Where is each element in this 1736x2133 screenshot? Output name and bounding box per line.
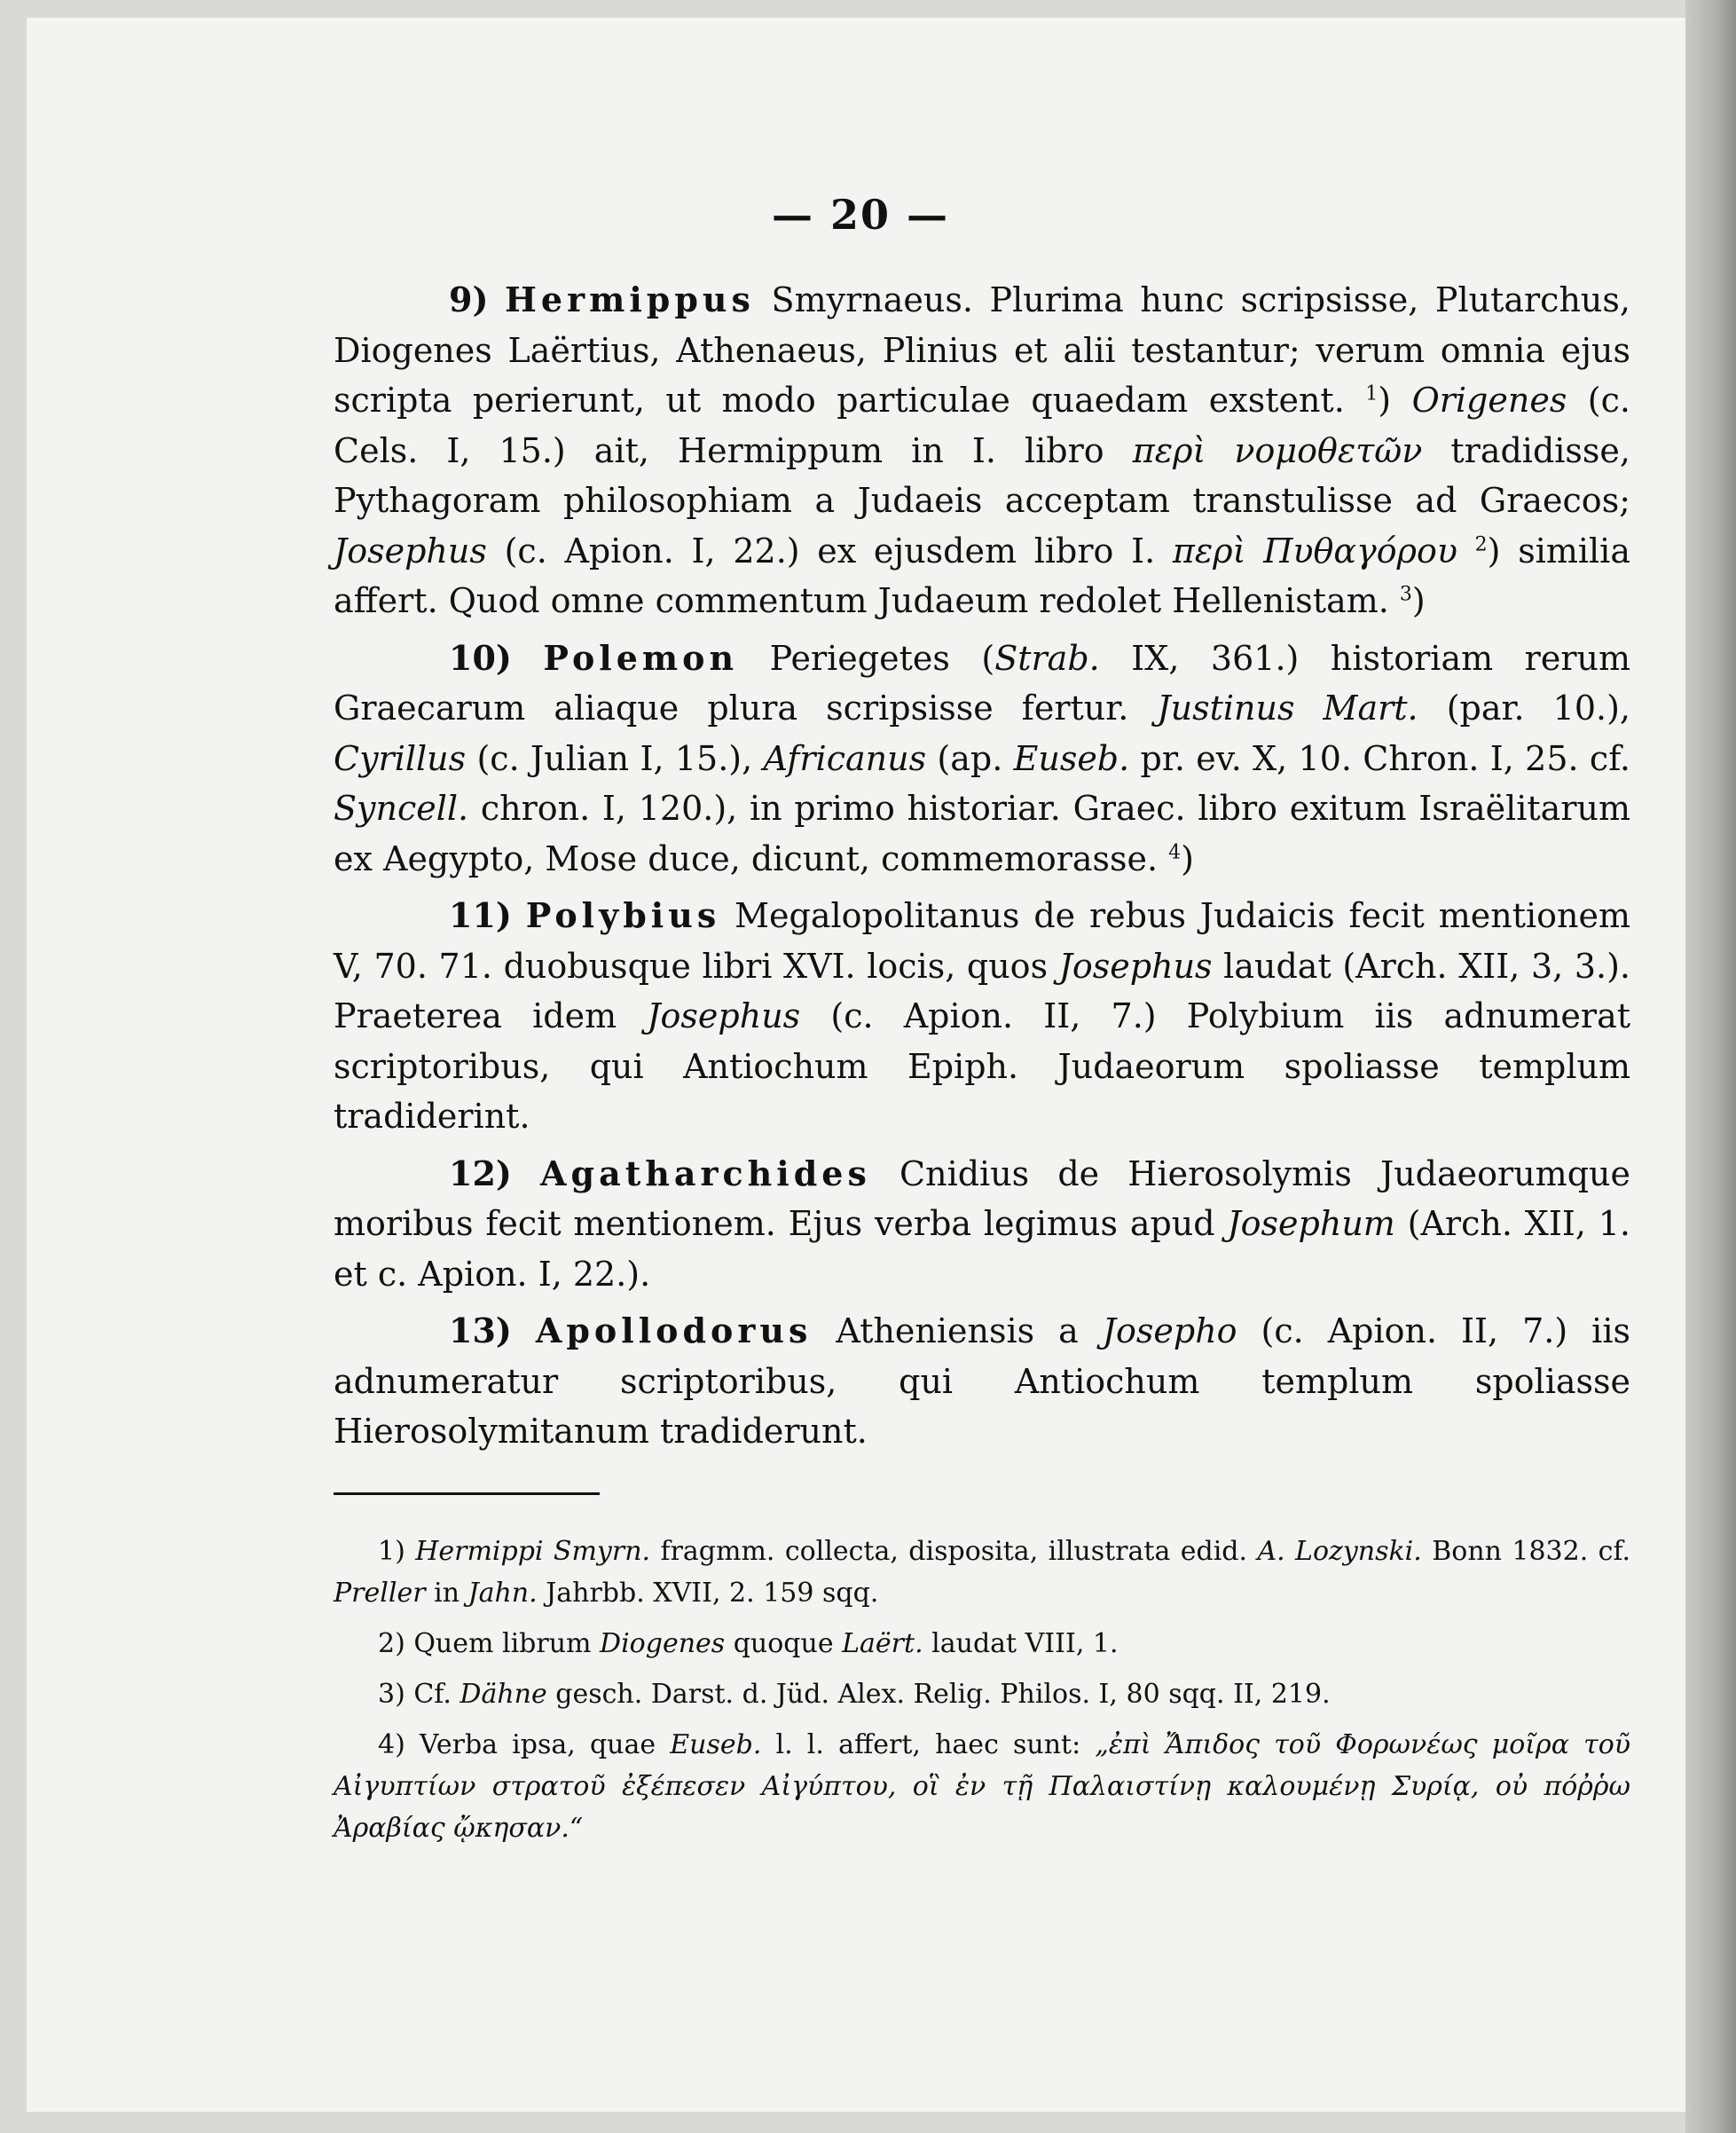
italic-citation: Laërt. xyxy=(842,1628,923,1659)
text-run: 4) Verba ipsa, quae xyxy=(378,1729,671,1760)
italic-citation: Diogenes xyxy=(600,1628,726,1659)
entry-text xyxy=(334,280,1630,620)
italic-citation: Josephus xyxy=(334,531,487,571)
italic-citation: Euseb. xyxy=(1013,738,1130,778)
author-name: Polemon xyxy=(543,637,739,678)
italic-citation: „ἐπὶ Ἄπιδος τοῦ Φορωνέως μοῖρα τοῦ Αἰγυπτίων στρατοῦ ἐξέπεσεν Αἰγύπτου, οἳ ἐν τῇ Παλαιστίνῃ καλουμένῃ Συρίᾳ, οὐ πόῤῥω Ἀραβίας ᾤκησαν.“ xyxy=(334,1729,1630,1844)
footnote xyxy=(334,1531,1630,1614)
entry-text xyxy=(334,1154,1630,1294)
text-run: ) xyxy=(1411,581,1426,620)
italic-citation: Syncell. xyxy=(334,789,469,828)
footnote-ref: 1 xyxy=(1365,382,1379,405)
text-run: (c. Julian I, 15.), xyxy=(466,738,764,778)
text-run: fragmm. collecta, disposita, illustrata edid. xyxy=(650,1536,1258,1567)
page-number: — 20 — xyxy=(771,191,950,239)
text-run: laudat VIII, 1. xyxy=(923,1628,1119,1659)
italic-citation: Josephus xyxy=(647,996,801,1035)
italic-citation: Cyrillus xyxy=(334,738,467,778)
text-run: Bonn 1832. cf. xyxy=(1421,1536,1631,1567)
text-run: (Arch. XII, 1. et c. Apion. I, 22.). xyxy=(334,1204,1630,1294)
entry-number: 11) xyxy=(449,895,512,935)
author-name: Agatharchides xyxy=(540,1153,871,1193)
text-run: quoque xyxy=(725,1628,843,1659)
text-run: gesch. Darst. d. Jüd. Alex. Relig. Philos. I, 80 sqq. II, 219. xyxy=(546,1679,1331,1710)
text-run: tradidisse, Pythagoram philosophiam a Judaeis acceptam transtulisse ad Graecos; xyxy=(334,430,1630,520)
footnote-text xyxy=(334,1536,1630,1609)
footnotes xyxy=(334,1531,1630,1858)
italic-citation: A. Lozynski. xyxy=(1257,1536,1422,1567)
book-binding xyxy=(1685,0,1736,2133)
text-run: Cnidius de Hierosolymis Judaeorumque moribus fecit mentionem. Ejus verba legimus apud xyxy=(334,1153,1630,1243)
footnote-ref: 4 xyxy=(1168,840,1182,863)
book-page xyxy=(27,18,1694,2112)
author-name: Polybius xyxy=(525,895,721,935)
italic-citation: Josephus xyxy=(1058,946,1213,986)
text-run: (c. Apion. II, 7.) iis adnumeratur scriptoribus, qui Antiochum templum spoliasse Hierosolymitanum tradiderunt. xyxy=(334,1311,1630,1451)
text-run: (c. Apion. I, 22.) ex ejusdem libro I. xyxy=(486,531,1173,571)
entry-number: 13) xyxy=(449,1310,512,1350)
entry-text xyxy=(334,1311,1630,1451)
text-run: Atheniensis a xyxy=(812,1311,1103,1350)
text-run: laudat (Arch. XII, 3, 3.). Praeterea idem xyxy=(334,946,1631,1035)
entry-number: 10) xyxy=(449,637,512,678)
text-run: 1) xyxy=(378,1536,416,1567)
text-run: IX, 361.) historiam rerum Graecarum aliaque plura scripsisse fertur. xyxy=(334,638,1630,728)
italic-citation: Preller xyxy=(334,1578,426,1609)
footnote-ref: 2 xyxy=(1474,532,1488,555)
footnote-divider xyxy=(334,1492,600,1495)
entry-text xyxy=(334,639,1630,878)
text-run: (c. Apion. II, 7.) Polybium iis adnumerat scriptoribus, qui Antiochum Epiph. Judaeorum spoliasse templum tradiderint. xyxy=(334,996,1631,1136)
author-name: Apollodorus xyxy=(535,1310,813,1350)
text-run: (c. Cels. I, 15.) ait, Hermippum in I. libro xyxy=(334,381,1630,470)
entry-paragraph xyxy=(334,1149,1630,1300)
footnote xyxy=(334,1623,1630,1665)
italic-citation: Strab. xyxy=(994,638,1100,678)
italic-citation: Justinus Mart. xyxy=(1157,689,1418,728)
italic-citation: Jahn. xyxy=(467,1578,538,1609)
text-run: ) similia affert. Quod omne commentum Judaeum redolet Hellenistam. xyxy=(334,531,1630,620)
italic-citation: Josepho xyxy=(1102,1311,1237,1350)
italic-citation: Josephum xyxy=(1227,1204,1395,1243)
text-run: 2) Quem librum xyxy=(378,1628,601,1659)
text-run: Periegetes ( xyxy=(738,638,995,678)
main-text xyxy=(334,275,1630,1464)
footnote xyxy=(334,1673,1630,1715)
entry-paragraph xyxy=(334,634,1630,885)
text-run: chron. I, 120.), in primo historiar. Graec. libro exitum Israëlitarum ex Aegypto, Mose duce, dicunt, commemorasse. xyxy=(334,789,1630,878)
text-run: l. l. affert, haec sunt: xyxy=(761,1729,1096,1760)
entry-number: 9) xyxy=(449,279,489,319)
text-run: Megalopolitanus de rebus Judaicis fecit mentionem V, 70. 71. duobusque libri XVI. locis, quos xyxy=(334,896,1630,986)
footnote-text xyxy=(378,1679,1331,1710)
entry-paragraph xyxy=(334,1306,1630,1457)
text-run: pr. ev. X, 10. Chron. I, 25. cf. xyxy=(1129,738,1631,778)
text-run: (par. 10.), xyxy=(1418,689,1630,728)
text-run: (ap. xyxy=(926,738,1014,778)
text-run: in xyxy=(425,1578,468,1609)
italic-citation: περὶ νομοθετῶν xyxy=(1132,430,1423,470)
italic-citation: Dähne xyxy=(460,1679,547,1710)
text-run xyxy=(1457,531,1475,571)
footnote-ref: 3 xyxy=(1399,583,1412,606)
italic-citation: Hermippi Smyrn. xyxy=(415,1536,651,1567)
italic-citation: περὶ Πυθαγόρου xyxy=(1172,531,1457,571)
italic-citation: Euseb. xyxy=(670,1729,762,1760)
footnote-text xyxy=(334,1729,1630,1844)
text-run: ) xyxy=(1181,838,1194,878)
text-run: ) xyxy=(1378,381,1412,420)
text-run: Smyrnaeus. Plurima hunc scripsisse, Plutarchus, Diogenes Laërtius, Athenaeus, Plinius et alii testantur; verum omnia ejus scripta perierunt, ut modo particulae quaedam exstent. xyxy=(334,280,1630,420)
author-name: Hermippus xyxy=(505,279,755,319)
italic-citation: Africanus xyxy=(763,738,927,778)
entry-number: 12) xyxy=(449,1153,512,1193)
text-run: Jahrbb. XVII, 2. 159 sqq. xyxy=(537,1578,879,1609)
text-run: 3) Cf. xyxy=(378,1679,460,1710)
entry-paragraph xyxy=(334,275,1630,626)
entry-paragraph xyxy=(334,891,1630,1142)
footnote xyxy=(334,1724,1630,1849)
footnote-text xyxy=(378,1628,1119,1659)
italic-citation: Origenes xyxy=(1411,381,1567,420)
